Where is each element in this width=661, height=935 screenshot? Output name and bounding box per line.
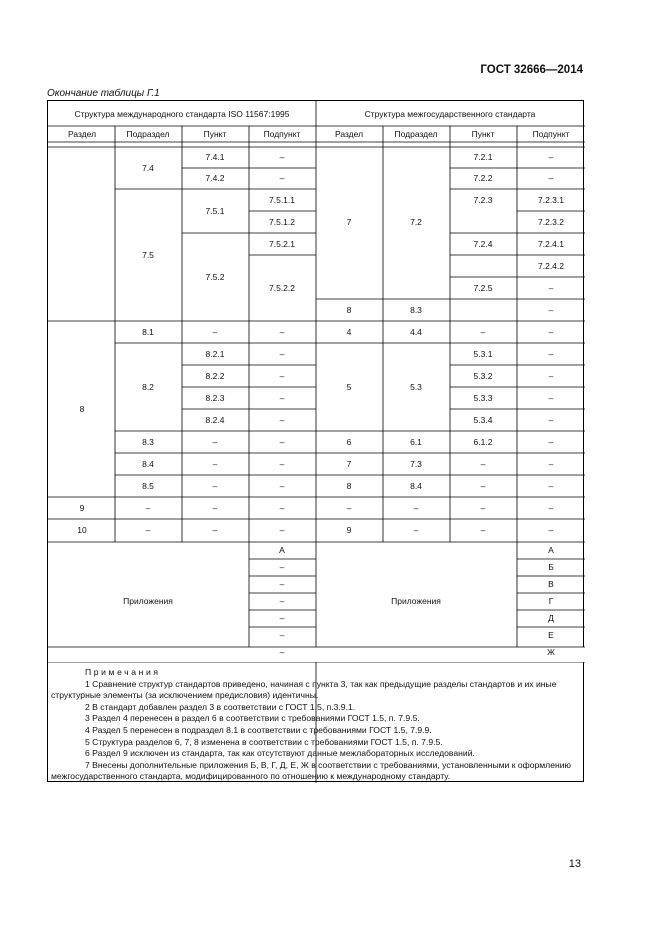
cell-subitem: – <box>279 392 285 403</box>
cell-section: 9 <box>79 502 85 513</box>
note-item: 1 Сравнение структур стандартов приведено, начиная с пункта 3, так как предыдущие разделы стандартов и их иные структурные элементы (за исключением предисловия) идентичны. <box>51 678 557 701</box>
cell-subitem: – <box>548 348 554 359</box>
cell-subsection: 8.2 <box>142 381 154 392</box>
cell-subsection: 4.4 <box>410 326 422 337</box>
cell-item: – <box>212 524 218 535</box>
cell-subsection: 5.3 <box>410 381 422 392</box>
note-item: 5 Структура разделов 6, 7, 8 изменена в соответствии с требованиями ГОСТ 1.5, п. 7.9.5. <box>85 736 443 747</box>
cell-subitem: 7.2.4.2 <box>538 260 564 271</box>
appendix-cell: В <box>548 578 554 589</box>
cell-subitem: – <box>279 480 285 491</box>
cell-item: – <box>212 458 218 469</box>
cell-subitem: – <box>548 151 554 162</box>
cell-subitem: – <box>279 458 285 469</box>
cell-subitem: – <box>279 502 285 513</box>
cell-subsection: 7.5 <box>142 249 154 260</box>
cell-subitem: – <box>548 524 554 535</box>
appendix-cell: – <box>279 629 285 640</box>
cell-subitem: 7.2.3.1 <box>538 194 564 205</box>
cell-section: 8 <box>79 403 85 414</box>
cell-subitem: – <box>279 151 285 162</box>
note-item: 3 Раздел 4 перенесен в раздел 6 в соответствии с требованиями ГОСТ 1.5, п. 7.9.5. <box>85 713 420 724</box>
cell-subsection: – <box>145 524 151 535</box>
header-interstate: Структура межгосударственного стандарта <box>364 108 536 119</box>
cell-subitem: – <box>548 502 554 513</box>
cell-subitem: – <box>279 370 285 381</box>
cell-item: 5.3.4 <box>473 414 493 425</box>
col-header: Пункт <box>203 128 227 139</box>
table-caption: Окончание таблицы Г.1 <box>47 88 160 99</box>
cell-item: 7.2.1 <box>473 151 493 162</box>
cell-subsection: 8.4 <box>142 458 154 469</box>
cell-subitem: – <box>548 436 554 447</box>
appendix-cell: А <box>548 544 554 555</box>
notes-block <box>51 667 578 783</box>
cell-subitem: – <box>548 304 554 315</box>
appendix-cell: Е <box>548 629 554 640</box>
cell-item: 8.2.4 <box>205 414 225 425</box>
header-international: Структура международного стандарта ISO 11567:1995 <box>74 108 290 119</box>
cell-subitem: 7.5.1.2 <box>269 216 295 227</box>
cell-subsection: 7.2 <box>410 216 422 227</box>
cell-item: 5.3.3 <box>473 392 493 403</box>
cell-subitem: – <box>548 392 554 403</box>
cell-item: – <box>480 502 486 513</box>
cell-item: 7.4.1 <box>205 151 225 162</box>
cell-item: 7.4.2 <box>205 172 225 183</box>
cell-item: – <box>480 524 486 535</box>
appendix-cell: А <box>279 544 285 555</box>
cell-subitem: – <box>548 282 554 293</box>
cell-item: – <box>212 326 218 337</box>
cell-item: 7.5.2 <box>205 271 225 282</box>
cell-item: 8.2.3 <box>205 392 225 403</box>
cell-subitem: 7.5.2.2 <box>269 282 295 293</box>
cell-item: 7.2.4 <box>473 238 493 249</box>
cell-subitem: – <box>548 370 554 381</box>
cell-subitem: 7.2.3.2 <box>538 216 564 227</box>
cell-subsection: – <box>413 502 419 513</box>
col-header: Раздел <box>334 128 364 139</box>
cell-subitem: 7.5.1.1 <box>269 194 295 205</box>
cell-subsection: – <box>413 524 419 535</box>
note-item: 7 Внесены дополнительные приложения Б, В, Г, Д, Е, Ж в соответствии с требованиями, установленными к оформлению межгосударственного стандарта, модифицированного по отношению к международному стандарту. <box>51 759 571 782</box>
col-header: Раздел <box>67 128 97 139</box>
note-item: 4 Раздел 5 перенесен в подраздел 8.1 в соответствии с требованиями ГОСТ 1.5, 7.9.9. <box>85 724 432 735</box>
cell-subsection: 8.5 <box>142 480 154 491</box>
cell-subsection: 8.4 <box>410 480 422 491</box>
cell-item: 5.3.1 <box>473 348 493 359</box>
cell-subsection: 7.3 <box>410 458 422 469</box>
cell-section: 4 <box>346 326 352 337</box>
cell-subitem: – <box>548 458 554 469</box>
cell-item: – <box>212 436 218 447</box>
col-header: Подпункт <box>532 128 570 139</box>
cell-item: 8.2.2 <box>205 370 225 381</box>
cell-subsection: 6.1 <box>410 436 422 447</box>
cell-section: 7 <box>346 216 352 227</box>
appendix-cell: Г <box>548 595 554 606</box>
cell-subitem: – <box>279 524 285 535</box>
cell-section: 8 <box>346 480 352 491</box>
col-header: Подраздел <box>394 128 438 139</box>
cell-subitem: – <box>548 172 554 183</box>
document-id: ГОСТ 32666—2014 <box>480 64 583 76</box>
cell-subsection: – <box>145 502 151 513</box>
cell-item: 7.5.1 <box>205 205 225 216</box>
col-header: Подраздел <box>126 128 170 139</box>
appendix-cell: Ж <box>547 646 555 657</box>
appendix-cell: – <box>279 646 285 657</box>
cell-subsection: 8.1 <box>142 326 154 337</box>
page-number: 13 <box>568 858 581 870</box>
appendix-cell: Б <box>548 561 554 572</box>
cell-item: 7.2.3 <box>473 194 493 205</box>
cell-subitem: – <box>548 480 554 491</box>
cell-section: 5 <box>346 381 352 392</box>
cell-item: – <box>480 326 486 337</box>
appendices-label: Приложения <box>391 595 441 606</box>
cell-item: 8.2.1 <box>205 348 225 359</box>
cell-section: 6 <box>346 436 352 447</box>
cell-item: – <box>480 480 486 491</box>
appendix-cell: – <box>279 561 285 572</box>
appendices-label: Приложения <box>123 595 173 606</box>
comparison-table <box>47 100 584 782</box>
cell-subitem: – <box>279 326 285 337</box>
cell-subitem: – <box>548 326 554 337</box>
note-item: 6 Раздел 9 исключен из стандарта, так как отсутствуют данные межлабораторных исследований. <box>85 748 475 759</box>
cell-subsection: 8.3 <box>142 436 154 447</box>
note-item: 2 В стандарт добавлен раздел 3 в соответствии с ГОСТ 1.5, п.3.9.1. <box>85 701 356 712</box>
cell-subitem: – <box>548 414 554 425</box>
appendix-cell: – <box>279 595 285 606</box>
cell-section: 8 <box>346 304 352 315</box>
cell-section: 7 <box>346 458 352 469</box>
appendix-cell: Д <box>548 612 554 623</box>
cell-subitem: – <box>279 414 285 425</box>
cell-item: 6.1.2 <box>473 436 493 447</box>
cell-item: – <box>212 480 218 491</box>
cell-item: 5.3.2 <box>473 370 493 381</box>
cell-subitem: – <box>279 172 285 183</box>
cell-section: 9 <box>346 524 352 535</box>
cell-subitem: – <box>279 436 285 447</box>
cell-section: 10 <box>77 524 87 535</box>
cell-item: 7.2.5 <box>473 282 493 293</box>
col-header: Пункт <box>471 128 495 139</box>
cell-item: 7.2.2 <box>473 172 493 183</box>
cell-item: – <box>480 458 486 469</box>
cell-item: – <box>212 502 218 513</box>
cell-section: – <box>346 502 352 513</box>
cell-subitem: – <box>279 348 285 359</box>
col-header: Подпункт <box>263 128 301 139</box>
notes-title: Примечания <box>85 667 161 677</box>
appendix-cell: – <box>279 578 285 589</box>
cell-subitem: 7.2.4.1 <box>538 238 564 249</box>
cell-subsection: 7.4 <box>142 162 154 173</box>
appendix-cell: – <box>279 612 285 623</box>
cell-subitem: 7.5.2.1 <box>269 238 295 249</box>
cell-subsection: 8.3 <box>410 304 422 315</box>
